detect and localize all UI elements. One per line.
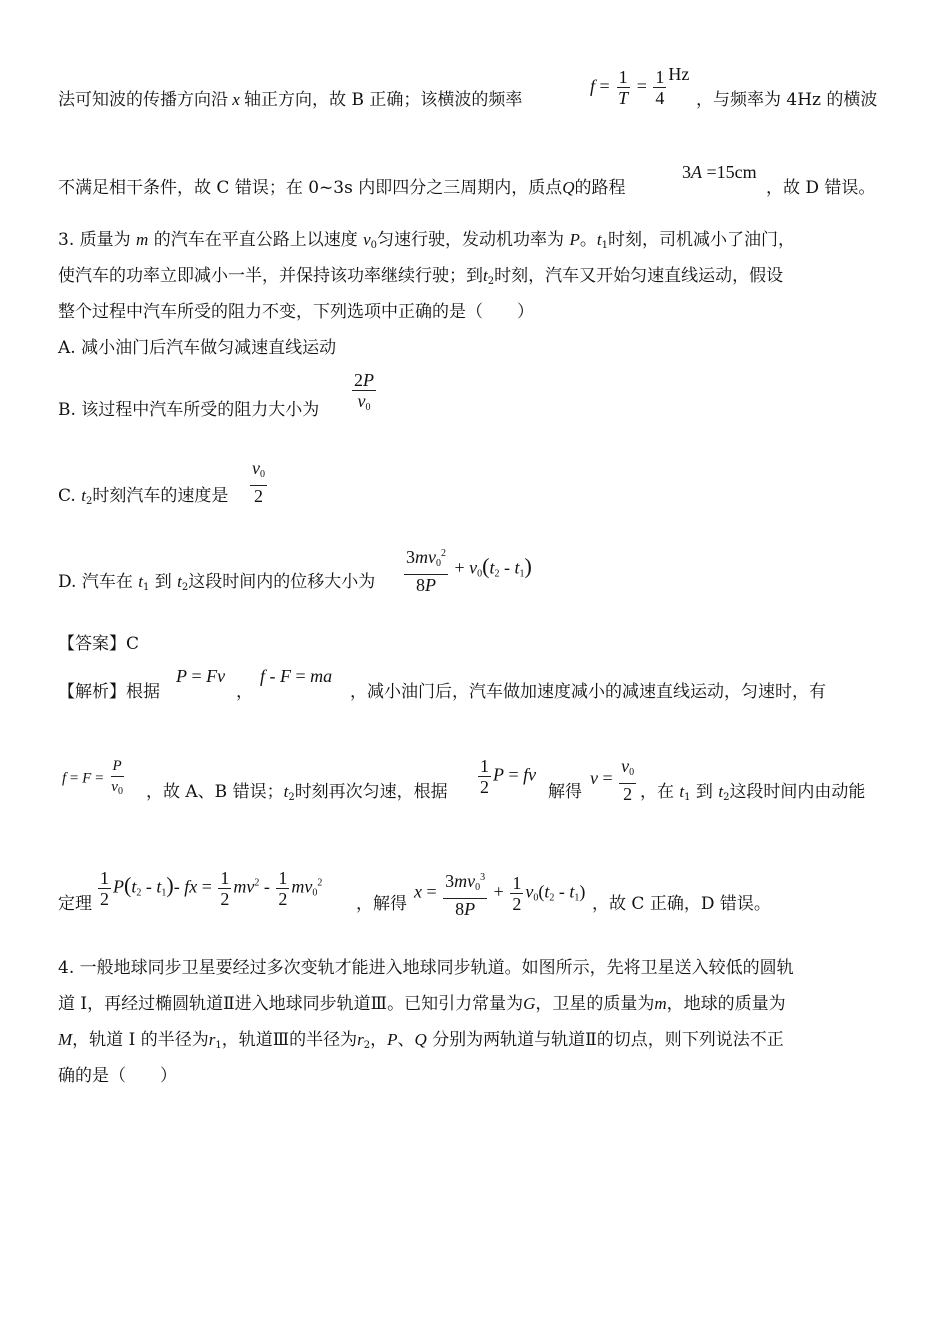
formula-energy: $\frac{1}{2}$ $P(t_2 - t_1)-$ fx = $\frac{1}{2}$ $mv^2$ - $\frac{1}{2}$ $mv_0^2$ <box>100 868 323 909</box>
solve-label: 解得 <box>548 782 582 802</box>
analysis-line2-tail: ，在 $t_1$ 到 $t_2$这段时间内由动能 <box>640 782 866 803</box>
option-b-formula: $\frac{2P}{v_0}$ <box>354 370 374 413</box>
q4-line1: 4. 一般地球同步卫星要经过多次变轨才能进入地球同步轨道。如图所示，先将卫星送入较低的圆轨 <box>58 958 794 978</box>
q3-stem-line1: 3. 质量为 m 的汽车在平直公路上以速度 $v_0$匀速行驶，发动机功率为 P。$t_1$时刻，司机减小了油门， <box>58 230 795 251</box>
answer-label: 【答案】C <box>58 634 140 654</box>
text: D. 汽车在 <box>58 572 133 592</box>
text: ，故 A、B 错误； <box>146 782 284 802</box>
formula-v-half: v = $\frac{v_0}{2}$ <box>590 756 635 804</box>
q3-stem-line2: 使汽车的功率立即减小一半，并保持该功率继续行驶；到$t_2$时刻，汽车又开始匀速直线运动，假设 <box>58 266 784 287</box>
p1-line1-tail: ，与频率为 4Hz 的横波 <box>696 90 878 110</box>
text: 的汽车在平直公路上以速度 <box>153 230 358 250</box>
text: 轴正方向，故 B 正确；该横波的频率 <box>244 90 523 110</box>
analysis-line1-tail: ，减小油门后，汽车做加速度减小的减速直线运动，匀速时，有 <box>350 682 826 702</box>
formula-half-p: $\frac{1}{2}$ P = fv <box>480 756 537 797</box>
text: 到 <box>154 572 172 592</box>
sep1: ， <box>236 682 253 702</box>
text: 时刻再次匀速，根据 <box>294 782 448 802</box>
text: 时刻，汽车又开始匀速直线运动，假设 <box>494 266 784 286</box>
p1-line1: 法可知波的传播方向沿 x 轴正方向，故 B 正确；该横波的频率 <box>58 90 523 110</box>
text: 法可知波的传播方向沿 <box>58 90 228 110</box>
analysis-line1 <box>58 680 160 704</box>
text: 。 <box>579 230 597 250</box>
path-formula: 3A =15cm <box>682 162 757 182</box>
p1-line2-tail: ，故 D 错误。 <box>766 178 876 198</box>
text: ，地球的质量为 <box>666 994 786 1014</box>
q3-option-c: C. $t_2$时刻汽车的速度是 <box>58 486 229 507</box>
text: 时刻汽车的速度是 <box>92 486 229 506</box>
text: 分别为两轨道与轨道Ⅱ的切点，则下列说法不正 <box>432 1030 784 1050</box>
text: B. 该过程中汽车所受的阻力大小为 <box>58 400 320 420</box>
formula-newton: f - F = ma <box>260 666 333 686</box>
formula-f-eq: f = F = $\frac{P}{v_0}$ <box>62 758 123 797</box>
formula-x: x = $\frac{3mv_0^3}{8P}$ + $\frac{1}{2}$ $v_0(t_2 - t_1)$ <box>414 868 585 919</box>
text: 不满足相干条件，故 C 错误；在 0~3s 内即四分之三周期内，质点 <box>58 178 563 198</box>
text: C. <box>58 486 76 506</box>
text: 这段时间内由动能 <box>729 782 866 802</box>
analysis-line2: ，故 A、B 错误；$t_2$时刻再次匀速，根据 <box>146 782 448 803</box>
text: 【解析】根据 <box>58 682 160 702</box>
q4-line4: 确的是（ ） <box>58 1066 177 1086</box>
option-c-formula: $\frac{v_0}{2}$ <box>252 458 265 506</box>
q4-line3: M，轨道 I 的半径为$r_1$，轨道Ⅲ的半径为$r_2$，P、Q 分别为两轨道与轨道Ⅱ的切点，则下列说法不正 <box>58 1030 784 1051</box>
text: 道 I，再经过椭圆轨道Ⅱ进入地球同步轨道Ⅲ。已知引力常量为 <box>58 994 524 1014</box>
text: 使汽车的功率立即减小一半，并保持该功率继续行驶；到 <box>58 266 483 286</box>
p1-line2: 不满足相干条件，故 C 错误；在 0~3s 内即四分之三周期内，质点Q的路程 <box>58 178 626 198</box>
analysis-line3: 定理 <box>58 894 92 914</box>
analysis-line3-tail: ，故 C 正确，D 错误。 <box>592 894 771 914</box>
text: 匀速行驶，发动机功率为 <box>377 230 565 250</box>
text: ， <box>370 1030 388 1050</box>
text: 的路程 <box>574 178 626 198</box>
q3-option-b <box>58 398 319 422</box>
formula-pfv: P = Fv <box>176 666 226 686</box>
text: 、 <box>397 1030 415 1050</box>
q3-option-d: D. 汽车在 $t_1$ 到 $t_2$这段时间内的位移大小为 <box>58 572 376 593</box>
text: 3. 质量为 <box>58 230 131 250</box>
solve-label-2: ，解得 <box>356 894 407 914</box>
q3-option-a: A. 减小油门后汽车做匀减速直线运动 <box>58 338 337 358</box>
option-d-formula: $\frac{3mv_0^2}{8P}$ + $v_0(t_2 - t_1)$ <box>402 544 532 595</box>
text: 到 <box>695 782 713 802</box>
q3-stem-line3: 整个过程中汽车所受的阻力不变，下列选项中正确的是（ ） <box>58 302 534 322</box>
text: ，在 <box>640 782 674 802</box>
text: ，轨道 I 的半径为 <box>72 1030 209 1050</box>
text: 这段时间内的位移大小为 <box>188 572 376 592</box>
freq-formula: f = $\frac{1}{T}$ = $\frac{1}{4}$ Hz <box>590 64 690 109</box>
q4-line2: 道 I，再经过椭圆轨道Ⅱ进入地球同步轨道Ⅲ。已知引力常量为G，卫星的质量为m，地球的质量为 <box>58 994 786 1014</box>
text: ，轨道Ⅲ的半径为 <box>221 1030 358 1050</box>
text: ，卫星的质量为 <box>535 994 655 1014</box>
text: 时刻，司机减小了油门， <box>607 230 795 250</box>
